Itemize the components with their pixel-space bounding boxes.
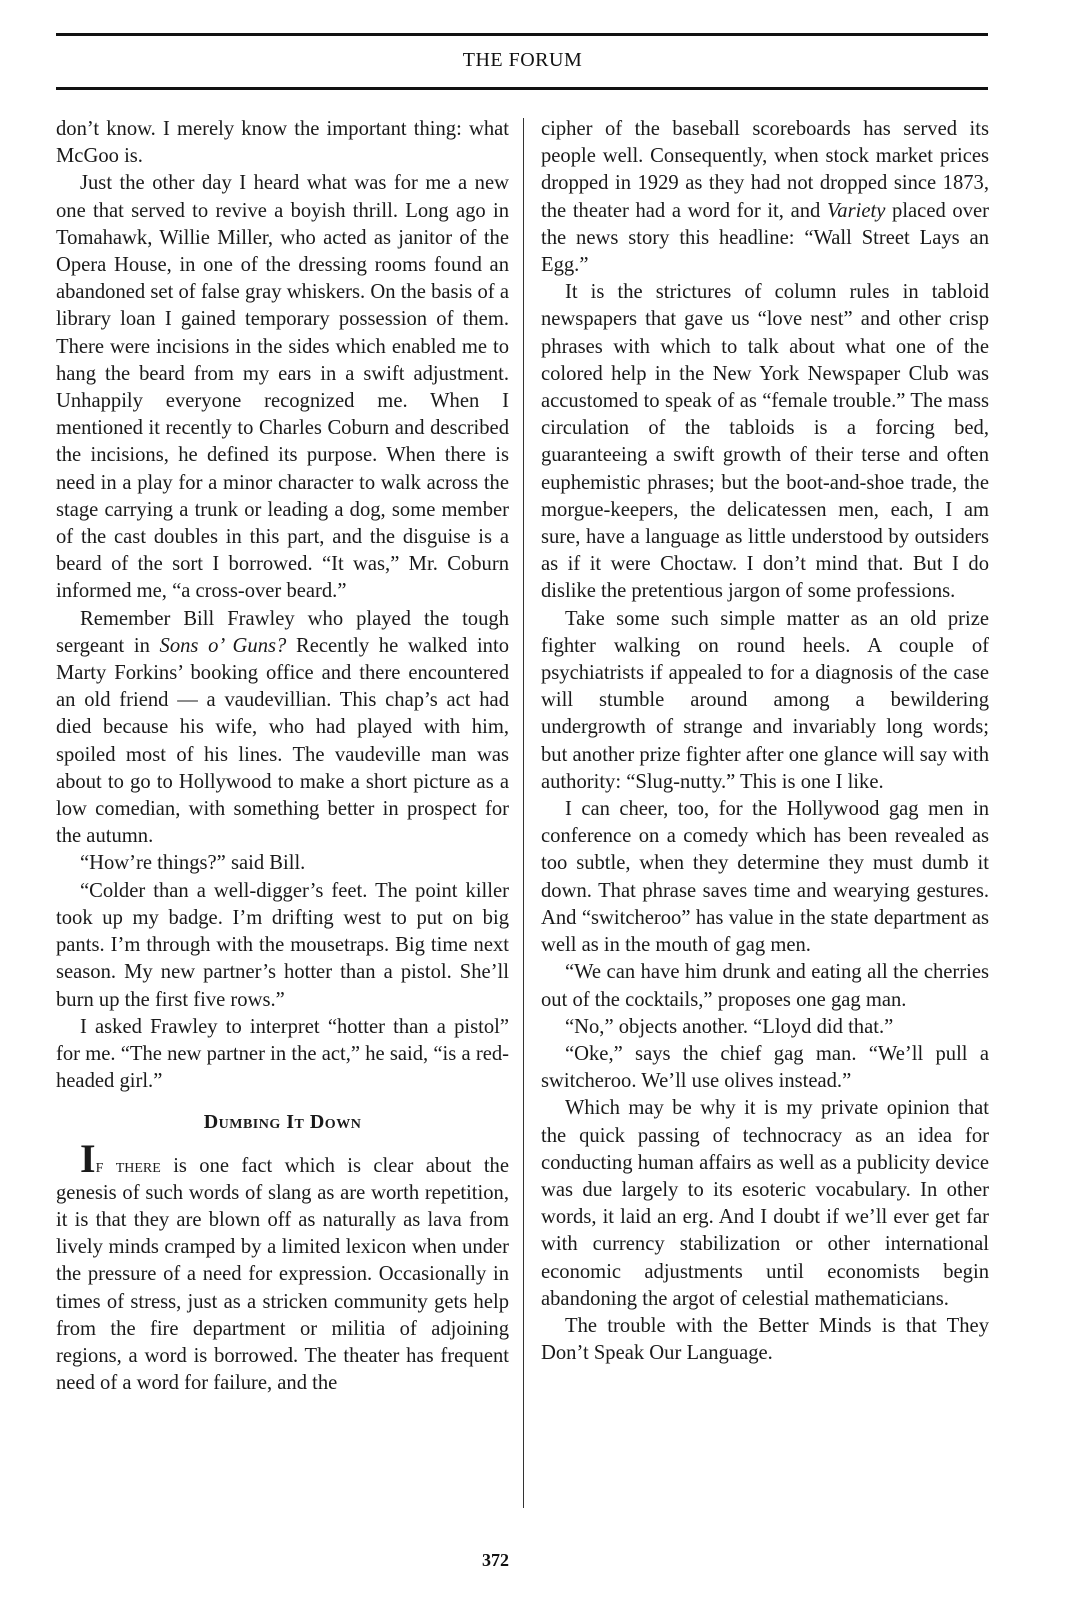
paragraph: It is the strictures of column rules in tabloid newspapers that gave us “love nest” and other crisp phrases with which to talk about what one of the colored help in the New York Newspaper Club was accustomed to speak of as “female trouble.” The mass circulation of the tabloids is a forcing bed, guaranteeing a swift growth of their terse and often euphemistic phrases; but the boot-and-shoe trade, the morgue-keepers, the delicatessen men, each, I am sure, have a language as little understood by outsiders as if it were Choctaw. I don’t mind that. But I do dislike the pretentious jargon of some professions. xyxy=(541,281,989,603)
paragraph: “How’re things?” said Bill. xyxy=(80,852,306,875)
paragraph: I can cheer, too, for the Hollywood gag men in conference on a comedy which has been revealed as too subtle, when they determine they must dumb it down. That phrase saves time and wearying gestures. And “switcheroo” has value in the state department as well as in the mouth of gag men. xyxy=(541,798,989,957)
paragraph: The trouble with the Better Minds is that They Don’t Speak Our Language. xyxy=(541,1314,989,1365)
header-rule-bottom xyxy=(56,87,988,90)
paragraph: “No,” objects another. “Lloyd did that.” xyxy=(565,1015,894,1038)
running-head: THE FORUM xyxy=(462,49,583,71)
text-run: is one fact which is clear about the genesis of such words of slang as are worth repetition, it is that they are blown off as naturally as lava from lively minds cramped by a limited lexicon when under the pressure of a need for expression. Occasionally in times of stress, just as a stricken community gets help from the fire department or militia of adjoining regions, a word is borrowed. The theater has frequent need of a word for failure, and the xyxy=(56,1154,509,1395)
text-run: Remember Bill Frawley who played the tough sergeant in xyxy=(56,607,509,657)
small-caps-lead: f there xyxy=(95,1154,161,1177)
section-heading: Dumbing It Down xyxy=(203,1111,362,1134)
paragraph xyxy=(541,116,989,279)
text-run: Recently he walked into Marty Forkins’ booking office and there encountered an old friend — a vaudevillian. This chap’s act had died because his wife, who had played with him, spoiled most of his lines. The vaudeville man was about to go to Hollywood to make a short picture as a low comedian, with something better in prospect for the autumn. xyxy=(56,634,510,848)
text-run: cipher of the baseball scoreboards has served its people well. Consequently, when stock market prices dropped in 1929 as they had not dropped since 1873, the theater had a word for it, and xyxy=(541,118,989,222)
paragraph xyxy=(56,1135,509,1398)
italic-title: Variety xyxy=(827,199,886,222)
paragraph: “We can have him drunk and eating all the cherries out of the cocktails,” proposes one gag man. xyxy=(541,961,989,1011)
paragraph: don’t know. I merely know the important thing: what McGoo is. xyxy=(56,118,509,168)
paragraph: I asked Frawley to interpret “hotter than a pistol” for me. “The new partner in the act,” he said, “is a red-headed girl.” xyxy=(56,1015,509,1093)
column-divider xyxy=(523,118,524,1508)
paragraph: Which may be why it is my private opinion that the quick passing of technocracy as an idea for conducting human affairs as well as a publicity device was due largely to its esoteric vocabulary. In other words, it laid an erg. And I doubt if we’ll ever get far with currency stabilization or other international economic adjustments until economists begin abandoning the argot of celestial mathematicians. xyxy=(541,1097,989,1310)
text-run: placed over the news story this headline: “Wall Street Lays an Egg.” xyxy=(541,199,990,277)
left-column xyxy=(56,116,509,1397)
drop-cap: I xyxy=(80,1135,96,1181)
paragraph xyxy=(56,606,509,851)
paragraph: Just the other day I heard what was for me a new one that served to revive a boyish thrill. Long ago in Tomahawk, Willie Miller, who acted as janitor of the Opera House, in one of the dressing rooms found an abandoned set of false gray whiskers. On the basis of a library loan I gained temporary possession of them. There were incisions in the sides which enabled me to hang the beard from my ears in a swift adjustment. Unhappily everyone recognized me. When I mentioned it recently to Charles Coburn and described the incisions, he defined its purpose. When there is need in a play for a minor character to walk across the stage carrying a trunk or leading a dog, some member of the cast doubles in this part, and the disguise is a beard of the sort I borrowed. “It was,” Mr. Coburn informed me, “a cross-over beard.” xyxy=(56,172,509,603)
italic-title: Sons o’ Guns? xyxy=(159,634,287,657)
header-rule-top xyxy=(56,33,988,36)
paragraph: Take some such simple matter as an old prize fighter walking on round heels. A couple of psychiatrists if appealed to for a diagnosis of the case will stumble around among a bewildering undergrowth of strange and invariably long words; but another prize fighter after one glance will say with authority: “Slug-nutty.” This is one I like. xyxy=(541,607,989,793)
right-column xyxy=(541,116,989,1367)
page-number: 372 xyxy=(482,1550,509,1570)
paragraph: “Colder than a well-digger’s feet. The point killer took up my badge. I’m drifting west to put on big pants. I’m through with the mousetraps. Big time next season. My new partner’s hotter than a pistol. She’ll burn up the first five rows.” xyxy=(56,879,509,1011)
paragraph: “Oke,” says the chief gag man. “We’ll pull a switcheroo. We’ll use olives instead.” xyxy=(541,1042,989,1093)
